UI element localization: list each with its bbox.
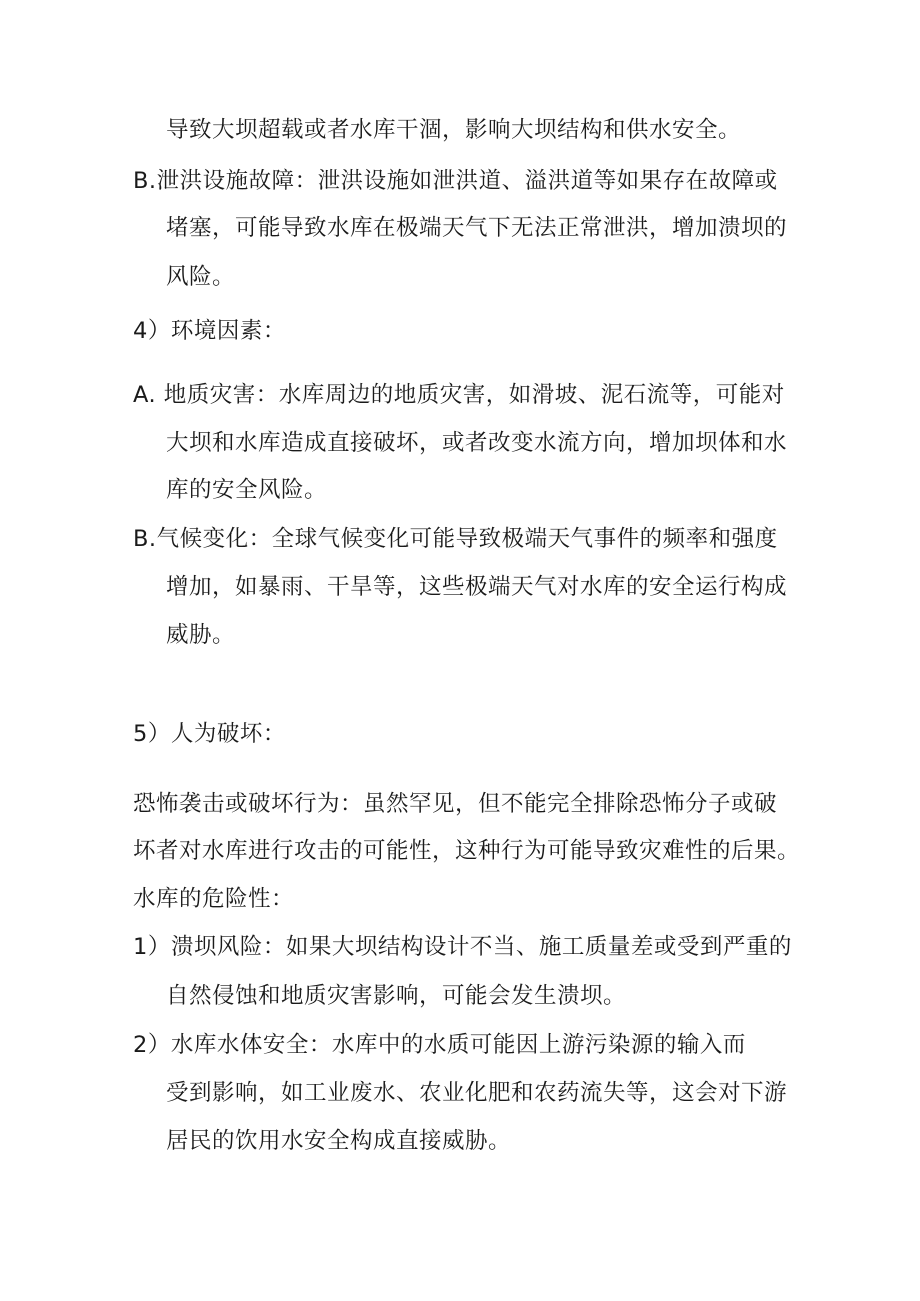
list-item-b-spillway: B.泄洪设施故障：泄洪设施如泄洪道、溢洪道等如果存在故障或: [133, 168, 778, 194]
list-item-b-climate: B.气候变化：全球气候变化可能导致极端天气事件的频率和强度: [133, 526, 778, 552]
text-line: 居民的饮用水安全构成直接威胁。: [166, 1128, 512, 1154]
text-line: 导致大坝超载或者水库干涸，影响大坝结构和供水安全。: [166, 117, 742, 143]
section-heading-danger: 水库的危险性：: [133, 886, 295, 912]
text-line: 堵塞，可能导致水库在极端天气下无法正常泄洪，增加溃坝的: [166, 215, 788, 241]
text-line: 增加，如暴雨、干旱等，这些极端天气对水库的安全运行构成: [166, 574, 788, 600]
list-item-1-dam-break: 1）溃坝风险：如果大坝结构设计不当、施工质量差或受到严重的: [133, 934, 792, 960]
text-line: 受到影响，如工业废水、农业化肥和农药流失等，这会对下游: [166, 1080, 788, 1106]
paragraph-line: 恐怖袭击或破坏行为：虽然罕见，但不能完全排除恐怖分子或破: [133, 791, 778, 817]
paragraph-line: 坏者对水库进行攻击的可能性，这种行为可能导致灾难性的后果。: [133, 838, 801, 864]
list-item-a-geology: A. 地质灾害：水库周边的地质灾害，如滑坡、泥石流等，可能对: [133, 382, 785, 408]
list-item-2-water-safety: 2）水库水体安全：水库中的水质可能因上游污染源的输入而: [133, 1032, 746, 1058]
section-heading-environment: 4）环境因素：: [133, 318, 286, 344]
text-line: 威胁。: [166, 622, 236, 648]
text-line: 自然侵蚀和地质灾害影响，可能会发生溃坝。: [166, 983, 627, 1009]
text-line: 风险。: [166, 264, 236, 290]
text-line: 大坝和水库造成直接破坏，或者改变水流方向，增加坝体和水: [166, 430, 788, 456]
text-line: 库的安全风险。: [166, 477, 328, 503]
section-heading-human: 5）人为破坏：: [133, 721, 286, 747]
